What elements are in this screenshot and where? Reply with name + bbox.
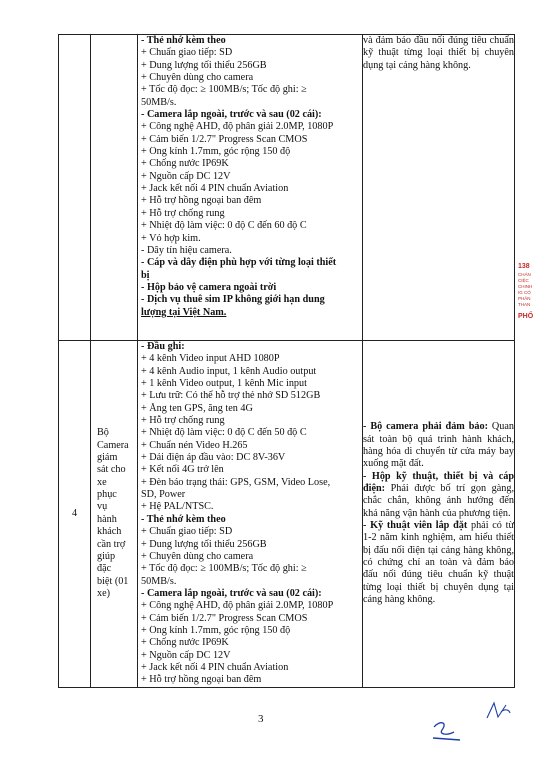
spec-line: SD, Power (141, 489, 186, 501)
spec-line: - Đầu ghi: (141, 341, 185, 352)
spec-line: + 4 kênh Audio input, 1 kênh Audio output (141, 365, 317, 377)
item-name-line: biệt (01 (97, 575, 129, 587)
row4-name-cell (91, 341, 138, 688)
spec-line: + Jack kết nối 4 PIN chuẩn Aviation (141, 661, 289, 673)
spec-line: - Thẻ nhớ kèm theo (141, 513, 226, 525)
row3-number-cell (59, 35, 91, 341)
table-row (59, 341, 515, 688)
stamp-text: CHINH (518, 284, 533, 289)
spec-line: + Hỗ trợ chống rung (141, 207, 225, 219)
spec-line: + Chuyên dùng cho camera (141, 550, 254, 562)
item-name-line: xe (97, 476, 107, 488)
spec-line: + Vỏ hợp kim. (141, 232, 201, 244)
table-row (59, 35, 515, 341)
spec-line: + Cảm biến 1/2.7" Progress Scan CMOS (141, 612, 308, 624)
spec-line: + Dung lượng tối thiểu 256GB (141, 59, 267, 71)
specification-table (58, 34, 515, 688)
spec-line: + Nhiệt độ làm việc: 0 độ C đến 50 độ C (141, 427, 307, 439)
spec-line: + 4 kênh Video input AHD 1080P (141, 353, 280, 365)
spec-line: + Dải điện áp đầu vào: DC 8V-36V (141, 452, 286, 464)
spec-line: + 1 kênh Video output, 1 kênh Mic input (141, 378, 307, 390)
item-name-line: xe) (97, 587, 111, 599)
stamp-text: PHÂN (518, 296, 531, 301)
spec-line: + Chống nước IP69K (141, 637, 229, 649)
requirement-body: phải có từ 1-2 năm kinh nghiệm, am hiểu thiết bị đấu nối điện tại cảng hàng không, có chứng chỉ an toàn và đảm bảo đấu nối đúng tiêu chuẩn kỹ thuật từng loại thiết bị chuyên dụng tại cảng hàng không. (363, 519, 514, 606)
spec-line: + Chuẩn giao tiếp: SD (141, 47, 233, 59)
item-name-line: giám (97, 452, 118, 464)
spec-line: - Dây tín hiệu camera. (141, 244, 232, 256)
item-name-line: đặc (97, 563, 112, 575)
spec-line: + Nguồn cấp DC 12V (141, 649, 231, 661)
requirement-title: - Kỹ thuật viên lắp đặt (363, 519, 468, 531)
spec-line: + Chuẩn nén Video H.265 (141, 439, 248, 451)
row3-name-cell (91, 35, 138, 341)
stamp-text: IG CÓ (518, 290, 531, 295)
spec-line: + Ống kính 1.7mm, góc rộng 150 độ (141, 146, 291, 158)
spec-line: 50MB/s. (141, 96, 177, 108)
spec-line: + Hệ PAL/NTSC. (141, 501, 214, 513)
requirement-body: Phải được bố trí gọn gàng, chắc chắn, không ảnh hưởng đến khả năng vận hành của phương tiện. (363, 482, 514, 519)
stamp-text: 138 (518, 263, 530, 270)
spec-line: - Dịch vụ thuê sim IP không giới hạn dung (141, 294, 325, 306)
spec-line: + Ống kính 1.7mm, góc rộng 150 độ (141, 624, 291, 636)
page-number: 3 (258, 713, 264, 725)
spec-line: + Đèn báo trạng thái: GPS, GSM, Video Lose, (141, 476, 331, 488)
stamp-text: THAN (518, 302, 531, 307)
row3-requirement-cell (363, 35, 515, 341)
spec-line: bị (141, 269, 150, 281)
item-name-line: giúp (97, 550, 116, 562)
spec-line: + Tốc độ đọc: ≥ 100MB/s; Tốc độ ghi: ≥ (141, 563, 307, 575)
item-name-line: Bộ (97, 427, 109, 439)
requirement-paragraph (363, 471, 514, 520)
spec-line: 50MB/s. (141, 575, 177, 587)
spec-line: - Camera lắp ngoài, trước và sau (02 cái): (141, 109, 322, 121)
requirement-paragraph (363, 421, 514, 470)
item-name-line: khách (97, 526, 122, 538)
spec-line: + Lưu trữ: Có thể hỗ trợ thẻ nhớ SD 512GB (141, 390, 321, 402)
row3-spec-cell (138, 35, 363, 341)
spec-line: lượng tại Việt Nam. (141, 306, 227, 318)
spec-line: + Chuẩn giao tiếp: SD (141, 526, 233, 538)
row4-requirement-cell (363, 341, 515, 688)
spec-line: + Chuyên dùng cho camera (141, 72, 254, 84)
item-name-line: hành (97, 513, 117, 525)
stamp-text: CHÁN (518, 272, 531, 277)
item-name-line: phục (97, 489, 117, 501)
requirement-title: - Bộ camera phải đảm bảo: (363, 421, 488, 433)
spec-line: + Hỗ trợ hồng ngoại ban đêm (141, 674, 262, 686)
spec-line: + Nguồn cấp DC 12V (141, 170, 231, 182)
spec-line: + Dung lượng tối thiểu 256GB (141, 538, 267, 550)
spec-line: + Ăng ten GPS, ăng ten 4G (141, 402, 253, 414)
spec-line: + Cảm biến 1/2.7" Progress Scan CMOS (141, 133, 308, 145)
spec-line: + Chống nước IP69K (141, 158, 229, 170)
handwritten-signature (484, 700, 514, 724)
stamp-text: PHỐ (518, 313, 534, 320)
spec-line: - Cáp và dây điện phù hợp với từng loại thiết (141, 257, 337, 269)
item-name-line: cần trợ (97, 538, 126, 550)
spec-line: - Hộp bảo vệ camera ngoài trời (141, 281, 277, 293)
spec-line: + Nhiệt độ làm việc: 0 độ C đến 60 độ C (141, 220, 307, 232)
requirement-body: Quan sát toàn bộ quá trình hành khách, hàng hóa di chuyển từ cửa máy bay xuống mặt đất. (363, 421, 514, 470)
spec-line: - Camera lắp ngoài, trước và sau (02 cái): (141, 587, 322, 599)
row3-requirement-text: và đảm bảo đầu nối đúng tiêu chuẩn kỹ thuật từng loại thiết bị chuyên dụng tại cảng hàng không. (363, 35, 514, 71)
row-number: 4 (71, 507, 78, 519)
spec-line: + Hỗ trợ hồng ngoại ban đêm (141, 195, 262, 207)
spec-line: + Công nghệ AHD, độ phân giải 2.0MP, 1080P (141, 121, 334, 133)
row4-spec-cell (138, 341, 363, 688)
spec-line: + Kết nối 4G trở lên (141, 464, 224, 476)
requirement-paragraph (363, 520, 514, 606)
spec-line: + Jack kết nối 4 PIN chuẩn Aviation (141, 183, 289, 195)
requirement-title: - Hộp kỹ thuật, thiết bị và cáp điện: (363, 470, 514, 494)
spec-line: + Công nghệ AHD, độ phân giải 2.0MP, 1080P (141, 600, 334, 612)
red-stamp-fragment (518, 262, 538, 348)
item-name-line: sát cho (97, 464, 126, 476)
item-name-line: vụ (97, 501, 108, 513)
spec-line: + Tốc độ đọc: ≥ 100MB/s; Tốc độ ghi: ≥ (141, 84, 307, 96)
spec-line: + Hỗ trợ chống rung (141, 415, 225, 427)
item-name-line: Camera (97, 439, 129, 451)
handwritten-initial (430, 718, 470, 744)
spec-line: - Thẻ nhớ kèm theo (141, 35, 226, 46)
stamp-text: CIỆC (518, 278, 529, 283)
row4-number-cell (59, 341, 91, 688)
